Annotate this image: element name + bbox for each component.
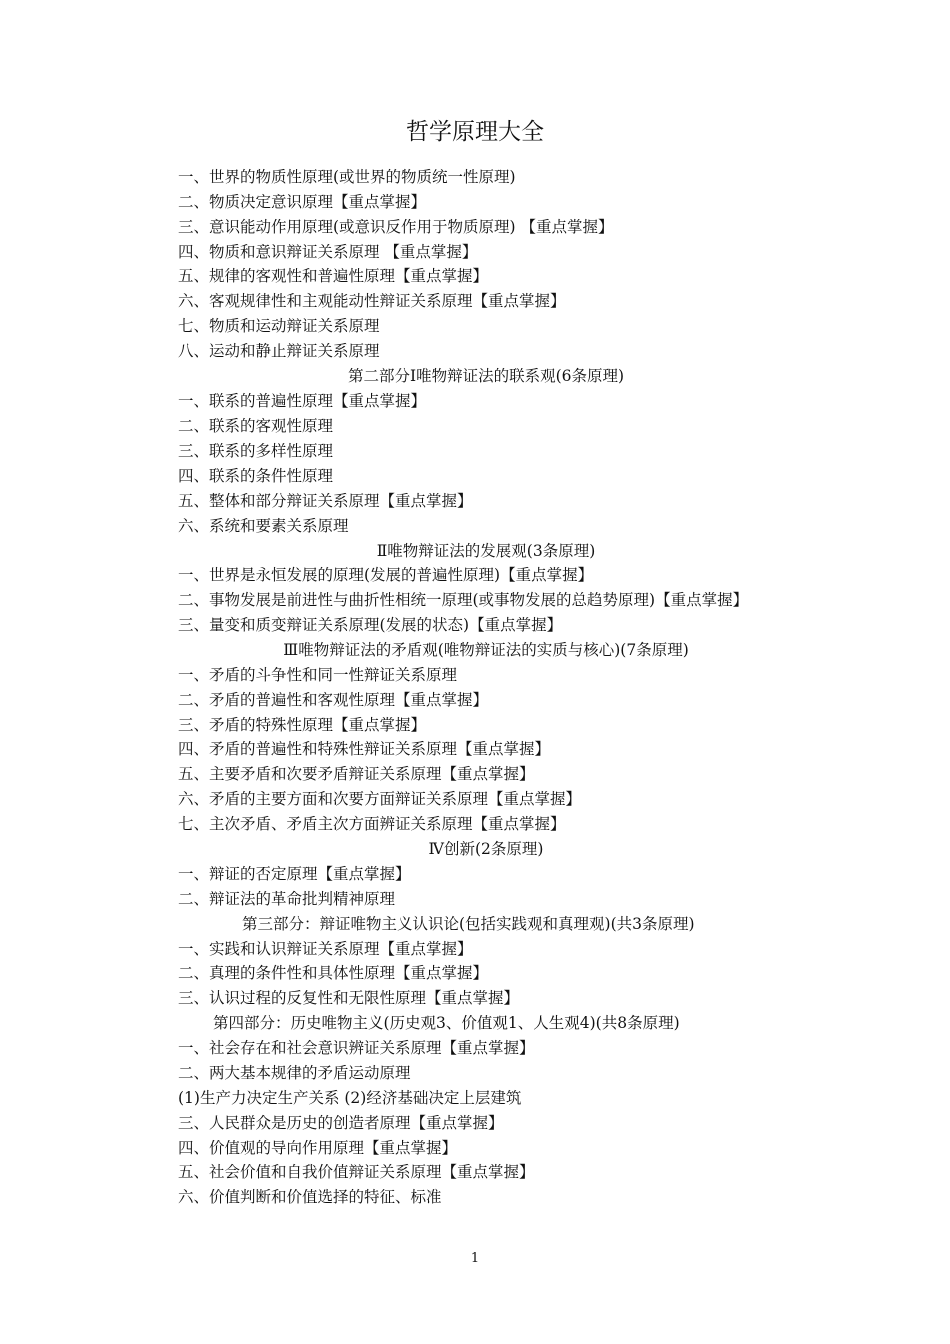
principle-line: 二、辩证法的革命批判精神原理: [178, 890, 396, 908]
section-heading: Ⅳ创新(2条原理): [428, 840, 544, 858]
principle-line: 四、物质和意识辩证关系原理 【重点掌握】: [178, 243, 478, 261]
section-heading: 第二部分Ⅰ唯物辩证法的联系观(6条原理): [347, 367, 625, 385]
section-heading: Ⅲ唯物辩证法的矛盾观(唯物辩证法的实质与核心)(7条原理): [283, 641, 689, 659]
principle-line: 三、认识过程的反复性和无限性原理【重点掌握】: [178, 989, 520, 1007]
principle-line: 一、世界的物质性原理(或世界的物质统一性原理): [178, 168, 516, 186]
principle-line: 一、矛盾的斗争性和同一性辩证关系原理: [178, 666, 458, 684]
principle-line: 四、价值观的导向作用原理【重点掌握】: [178, 1139, 458, 1157]
principle-line: 三、联系的多样性原理: [178, 442, 334, 460]
principle-line: 四、矛盾的普遍性和特殊性辩证关系原理【重点掌握】: [178, 740, 551, 758]
principle-line: 三、量变和质变辩证关系原理(发展的状态)【重点掌握】: [178, 616, 563, 634]
principle-line: 二、物质决定意识原理【重点掌握】: [178, 193, 427, 211]
principle-line: 六、系统和要素关系原理: [178, 517, 349, 535]
principle-line: 二、两大基本规律的矛盾运动原理: [178, 1064, 411, 1082]
principle-line: (1)生产力决定生产关系 (2)经济基础决定上层建筑: [178, 1089, 522, 1107]
principle-line: 七、主次矛盾、矛盾主次方面辨证关系原理【重点掌握】: [178, 815, 566, 833]
principle-line: 二、真理的条件性和具体性原理【重点掌握】: [178, 964, 489, 982]
principle-line: 五、主要矛盾和次要矛盾辩证关系原理【重点掌握】: [178, 765, 535, 783]
principle-line: 一、社会存在和社会意识辨证关系原理【重点掌握】: [178, 1039, 535, 1057]
principle-line: 二、矛盾的普遍性和客观性原理【重点掌握】: [178, 691, 489, 709]
principle-line: 四、联系的条件性原理: [178, 467, 334, 485]
principle-line: 七、物质和运动辩证关系原理: [178, 317, 380, 335]
principle-line: 三、人民群众是历史的创造者原理【重点掌握】: [178, 1114, 504, 1132]
principle-line: 二、联系的客观性原理: [178, 417, 334, 435]
principle-line: 一、实践和认识辩证关系原理【重点掌握】: [178, 940, 473, 958]
principle-line: 五、社会价值和自我价值辩证关系原理【重点掌握】: [178, 1163, 535, 1181]
principle-line: 五、规律的客观性和普遍性原理【重点掌握】: [178, 267, 489, 285]
principle-line: 六、价值判断和价值选择的特征、标准: [178, 1188, 442, 1206]
principle-line: 一、联系的普遍性原理【重点掌握】: [178, 392, 427, 410]
document-title: 哲学原理大全: [406, 119, 544, 145]
principle-line: 二、事物发展是前进性与曲折性相统一原理(或事物发展的总趋势原理)【重点掌握】: [178, 591, 749, 609]
principle-line: 五、整体和部分辩证关系原理【重点掌握】: [178, 492, 473, 510]
section-heading: 第三部分：辩证唯物主义认识论(包括实践观和真理观)(共3条原理): [242, 915, 695, 933]
principle-line: 三、意识能动作用原理(或意识反作用于物质原理) 【重点掌握】: [178, 218, 614, 236]
principle-line: 一、世界是永恒发展的原理(发展的普遍性原理)【重点掌握】: [178, 566, 594, 584]
principle-line: 八、运动和静止辩证关系原理: [178, 342, 380, 360]
principle-line: 一、辩证的否定原理【重点掌握】: [178, 865, 411, 883]
section-heading: 第四部分：历史唯物主义(历史观3、价值观1、人生观4)(共8条原理): [213, 1014, 680, 1032]
principle-line: 六、客观规律性和主观能动性辩证关系原理【重点掌握】: [178, 292, 566, 310]
page-number: 1: [470, 1251, 480, 1266]
section-heading: Ⅱ唯物辩证法的发展观(3条原理): [376, 542, 596, 560]
principle-line: 三、矛盾的特殊性原理【重点掌握】: [178, 716, 427, 734]
principle-line: 六、矛盾的主要方面和次要方面辩证关系原理【重点掌握】: [178, 790, 582, 808]
